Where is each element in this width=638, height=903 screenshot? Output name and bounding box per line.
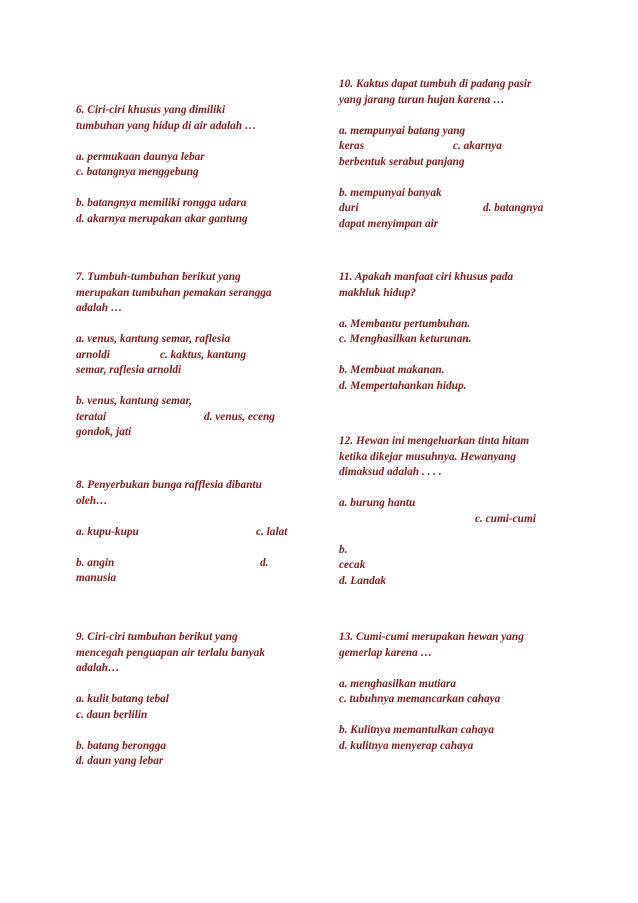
question-7-option-d-cont: gondok, jati	[76, 426, 132, 438]
question-7-option-b: b. venus, kantung semar,	[76, 395, 193, 407]
question-9-stem-line: mencegah penguapan air terlalu banyak	[76, 646, 265, 659]
question-12-option-b-cont: cecak	[339, 559, 366, 571]
question-11-stem-line: makhluk hidup?	[339, 286, 416, 299]
question-10	[339, 77, 579, 232]
question-9-stem-line: 9. Ciri-ciri tumbuhan berikut yang	[76, 631, 238, 643]
question-10-option-c: c. akarnya	[453, 140, 502, 152]
question-8-option-a: a. kupu-kupu	[76, 525, 139, 538]
question-10-stem-line: 10. Kaktus dapat tumbuh di padang pasir	[339, 78, 532, 90]
question-13-stem-line: 13. Cumi-cumi merupakan hewan yang	[339, 631, 524, 643]
question-7	[76, 270, 316, 441]
question-9	[76, 630, 316, 770]
question-7-option-a-cont: arnoldi	[76, 348, 110, 361]
question-8-stem-line: oleh…	[76, 494, 108, 507]
question-6-option-c: c. batangnya menggebung	[76, 166, 199, 178]
question-12-option-b: b.	[339, 543, 348, 556]
question-12-stem-line: dimaksud adalah . . . .	[339, 466, 442, 478]
question-12-stem-line: ketika dikejar musuhnya. Hewanyang	[339, 450, 517, 463]
question-6-option-d: d. akarnya merupakan akar gantung	[76, 212, 248, 225]
question-10-option-d-cont: dapat menyimpan air	[339, 217, 439, 230]
question-12-option-d: d. Landak	[339, 574, 387, 587]
question-11	[339, 270, 579, 394]
question-7-option-c: c. kaktus, kantung	[160, 348, 247, 361]
question-13	[339, 630, 579, 754]
question-11-option-a: a. Membantu pertumbuhan.	[339, 317, 471, 330]
question-7-stem-line: adalah …	[76, 302, 123, 314]
question-8	[76, 478, 316, 587]
question-9-option-b: b. batang berongga	[76, 739, 167, 752]
question-13-option-d: d. kulitnya menyerap cahaya	[339, 739, 474, 752]
question-9-option-c: c. daun berlilin	[76, 708, 148, 721]
question-12-option-c: c. cumi-cumi	[475, 512, 536, 525]
question-10-option-c-cont: berbentuk serabut panjang	[339, 155, 465, 168]
question-10-option-d: d. batangnya	[483, 202, 544, 214]
question-13-option-b: b. Kulitnya memantulkan cahaya	[339, 724, 495, 736]
question-9-stem-line: adalah…	[76, 662, 120, 674]
question-6-option-b: b. batangnya memiliki rongga udara	[76, 197, 247, 209]
question-7-stem-line: 7. Tumbuh-tumbuhan berikut yang	[76, 271, 241, 283]
question-6-stem-line: 6. Ciri-ciri khusus yang dimiliki	[76, 104, 226, 116]
question-12	[339, 434, 579, 589]
question-7-option-a: a. venus, kantung semar, raflesia	[76, 333, 231, 345]
question-7-option-d: d. venus, eceng	[204, 410, 275, 423]
question-7-option-c-cont: semar, raflesia arnoldi	[76, 364, 182, 376]
question-8-stem-line: 8. Penyerbukan bunga rafflesia dibantu	[76, 479, 262, 491]
question-7-stem-line: merupakan tumbuhan pemakan serangga	[76, 286, 272, 299]
question-11-option-b: b. Membuat makanan.	[339, 364, 445, 376]
question-9-option-a: a. kulit batang tebal	[76, 693, 169, 705]
question-12-stem-line: 12. Hewan ini mengeluarkan tinta hitam	[339, 435, 530, 447]
question-13-option-a: a. menghasilkan mutiara	[339, 677, 457, 690]
question-6	[76, 103, 316, 227]
question-7-option-b-cont: teratai	[76, 410, 107, 423]
question-13-stem-line: gemerlap karena …	[339, 646, 432, 659]
question-10-option-b-cont: duri	[339, 202, 359, 214]
question-10-option-b: b. mempunyai banyak	[339, 186, 442, 199]
question-9-option-d: d. daun yang lebar	[76, 755, 164, 767]
question-8-option-d-cont: manusia	[76, 572, 117, 584]
question-11-option-d: d. Mempertahankan hidup.	[339, 379, 467, 392]
question-10-option-a-cont: keras	[339, 140, 365, 152]
question-10-stem-line: yang jarang turun hujan karena …	[339, 93, 505, 106]
question-11-option-c: c. Menghasilkan keturunan.	[339, 333, 472, 345]
question-8-option-b: b. angin	[76, 556, 115, 569]
question-11-stem-line: 11. Apakah manfaat ciri khusus pada	[339, 271, 514, 283]
question-6-stem-line: tumbuhan yang hidup di air adalah …	[76, 119, 257, 132]
question-12-option-a: a. burung hantu	[339, 497, 416, 509]
question-6-option-a: a. permukaan daunya lebar	[76, 150, 205, 163]
question-8-option-c: c. lalat	[256, 525, 288, 538]
question-13-option-c: c. tubuhnya memancarkan cahaya	[339, 693, 501, 705]
question-10-option-a: a. mempunyai batang yang	[339, 124, 466, 137]
question-8-option-d: d.	[260, 556, 269, 569]
